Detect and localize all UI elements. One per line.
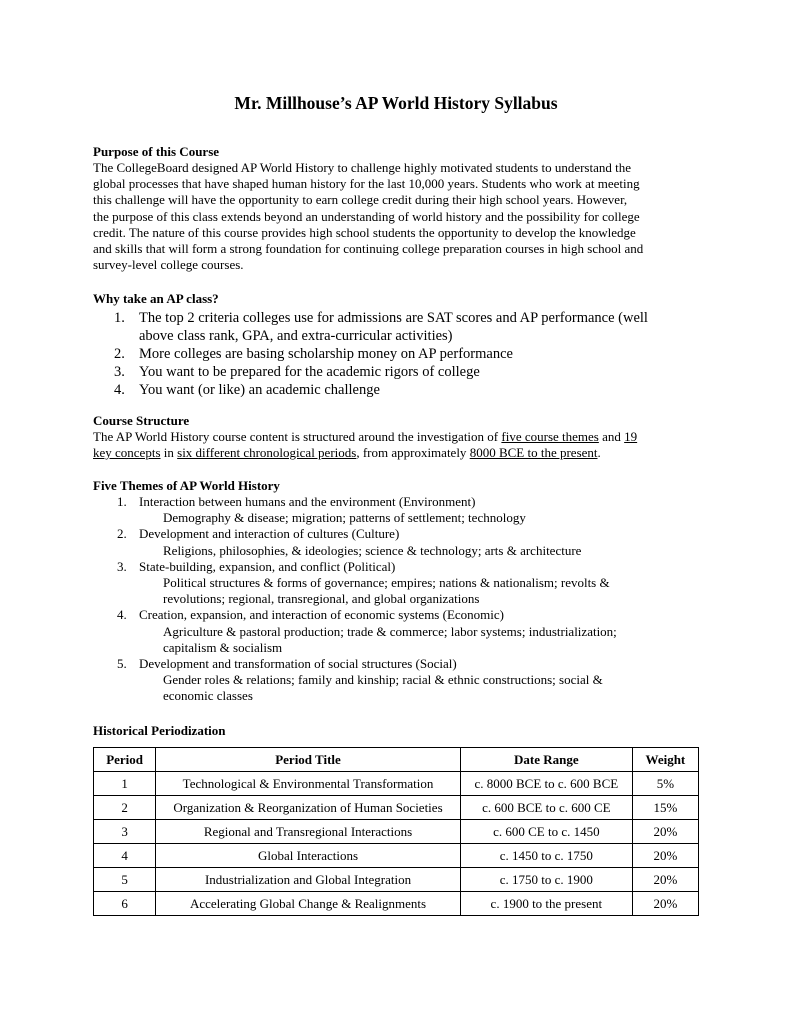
periods-term: six different chronological periods: [177, 445, 357, 461]
theme-number: 5.: [117, 656, 127, 672]
table-row: [94, 868, 699, 892]
structure-heading: Course Structure: [93, 413, 190, 428]
date-span-term: 8000 BCE to the present: [469, 445, 598, 461]
periodization-heading: Historical Periodization: [93, 723, 226, 738]
theme-name: State-building, expansion, and conflict (Political): [139, 558, 396, 574]
theme-description: Demography & disease; migration; patterns of settlement; technology: [163, 510, 526, 526]
why-item-text: You want (or like) an academic challenge: [139, 382, 380, 398]
title-cell: Accelerating Global Change & Realignments: [156, 892, 461, 916]
why-section: [93, 291, 699, 399]
why-item: [93, 345, 699, 363]
theme-description: revolutions; regional, transregional, and global organizations: [163, 591, 480, 607]
themes-section: [93, 478, 699, 705]
title-cell: Organization & Reorganization of Human Societies: [156, 796, 461, 820]
period-cell: 2: [94, 796, 156, 820]
date-range-cell: c. 600 BCE to c. 600 CE: [460, 796, 632, 820]
purpose-line: and skills that will form a strong foundation for continuing college preparation courses in high school and: [93, 241, 644, 257]
weight-cell: 20%: [632, 820, 698, 844]
theme-description: Religions, philosophies, & ideologies; science & technology; arts & architecture: [163, 542, 582, 558]
purpose-heading: Purpose of this Course: [93, 144, 220, 159]
why-list: [93, 309, 699, 399]
theme-name: Creation, expansion, and interaction of economic systems (Economic): [139, 607, 504, 623]
date-range-cell: c. 1750 to c. 1900: [460, 868, 632, 892]
theme-number: 2.: [117, 526, 127, 542]
key-concepts-term: key concepts: [93, 445, 161, 461]
structure-text: in: [160, 445, 178, 461]
table-row: [94, 820, 699, 844]
why-item-text: More colleges are basing scholarship money on AP performance: [139, 346, 513, 362]
purpose-line: this challenge will have the opportunity to earn college credit during their high school years. However,: [93, 192, 628, 208]
why-item-number: 3.: [114, 364, 125, 380]
theme-description: economic classes: [163, 688, 253, 704]
themes-list: [93, 494, 699, 705]
theme-item: [93, 526, 699, 558]
title-cell: Global Interactions: [156, 844, 461, 868]
why-item-number: 2.: [114, 346, 125, 362]
column-header-title: Period Title: [156, 748, 461, 772]
theme-number: 3.: [117, 558, 127, 574]
purpose-line: The CollegeBoard designed AP World History to challenge highly motivated students to understand the: [93, 160, 632, 175]
period-cell: 6: [94, 892, 156, 916]
theme-item: [93, 494, 699, 526]
date-range-cell: c. 1900 to the present: [460, 892, 632, 916]
table-row: [94, 844, 699, 868]
theme-description: Agriculture & pastoral production; trade & commerce; labor systems; industrialization;: [163, 623, 617, 639]
date-range-cell: c. 1450 to c. 1750: [460, 844, 632, 868]
structure-text: .: [597, 445, 601, 461]
five-themes-term: five course themes: [501, 429, 599, 444]
weight-cell: 20%: [632, 892, 698, 916]
why-item-number: 1.: [114, 310, 125, 326]
weight-cell: 15%: [632, 796, 698, 820]
table-row: [94, 796, 699, 820]
period-cell: 3: [94, 820, 156, 844]
theme-description: Political structures & forms of governance; empires; nations & nationalism; revolts &: [163, 575, 610, 591]
theme-item: [93, 656, 699, 705]
period-cell: 1: [94, 772, 156, 796]
key-concepts-term: 19: [624, 429, 638, 444]
theme-number: 4.: [117, 607, 127, 623]
course-structure-section: [93, 413, 699, 461]
theme-item: [93, 559, 699, 608]
table-header-row: [94, 748, 699, 772]
table-row: [94, 772, 699, 796]
structure-text: , from approximately: [356, 445, 470, 461]
title-cell: Regional and Transregional Interactions: [156, 820, 461, 844]
purpose-line: the purpose of this class extends beyond an understanding of world history and the possibility for college: [93, 208, 640, 224]
period-cell: 5: [94, 868, 156, 892]
theme-name: Development and interaction of cultures (Culture): [139, 526, 400, 542]
theme-number: 1.: [117, 494, 127, 509]
date-range-cell: c. 600 CE to c. 1450: [460, 820, 632, 844]
why-item: [93, 309, 699, 345]
purpose-line: credit. The nature of this course provides high school students the opportunity to develop the knowledge: [93, 224, 636, 240]
column-header-weight: Weight: [632, 748, 698, 772]
title-cell: Technological & Environmental Transformation: [156, 772, 461, 796]
why-heading: Why take an AP class?: [93, 291, 219, 306]
theme-description: capitalism & socialism: [163, 639, 283, 655]
structure-paragraph: [93, 429, 699, 461]
purpose-paragraph: [93, 160, 699, 273]
column-header-date-range: Date Range: [460, 748, 632, 772]
period-cell: 4: [94, 844, 156, 868]
why-item-text: above class rank, GPA, and extra-curricular activities): [139, 328, 453, 344]
structure-text: The AP World History course content is structured around the investigation of: [93, 429, 502, 444]
why-item: [93, 363, 699, 381]
why-item-number: 4.: [114, 382, 125, 398]
why-item: [93, 381, 699, 399]
why-item-text: You want to be prepared for the academic rigors of college: [139, 364, 480, 380]
table-row: [94, 892, 699, 916]
column-header-period: Period: [94, 748, 156, 772]
purpose-section: [93, 144, 699, 273]
weight-cell: 20%: [632, 868, 698, 892]
theme-name: Development and transformation of social structures (Social): [139, 656, 457, 672]
weight-cell: 20%: [632, 844, 698, 868]
purpose-line: global processes that have shaped human history for the last 10,000 years. Students who work at meeting: [93, 176, 640, 192]
weight-cell: 5%: [632, 772, 698, 796]
theme-name: Interaction between humans and the environment (Environment): [139, 494, 476, 509]
theme-item: [93, 607, 699, 656]
periodization-table: [93, 747, 699, 916]
date-range-cell: c. 8000 BCE to c. 600 BCE: [460, 772, 632, 796]
themes-heading: Five Themes of AP World History: [93, 478, 280, 493]
page-title: Mr. Millhouse’s AP World History Syllabus: [234, 93, 558, 113]
theme-description: Gender roles & relations; family and kinship; racial & ethnic constructions; social &: [163, 672, 603, 688]
title-cell: Industrialization and Global Integration: [156, 868, 461, 892]
structure-text: and: [598, 429, 625, 444]
why-item-text: The top 2 criteria colleges use for admissions are SAT scores and AP performance (well: [139, 310, 648, 326]
purpose-line: survey-level college courses.: [93, 257, 244, 273]
